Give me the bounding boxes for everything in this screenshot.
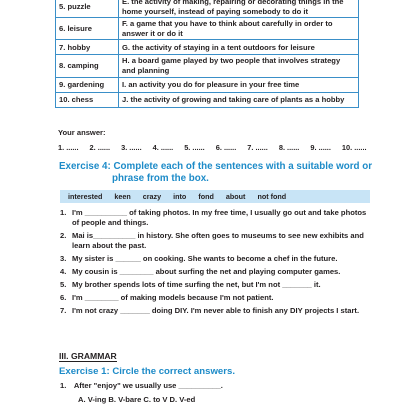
matching-table bbox=[55, 0, 359, 108]
answer-label: Your answer: bbox=[58, 128, 106, 137]
table-row bbox=[56, 0, 359, 18]
question-item bbox=[60, 381, 223, 390]
definition-cell: E. the activity of making, repairing or decorating things in the home yourself, instead of paying somebody to do it bbox=[119, 0, 359, 18]
sentence-item bbox=[60, 280, 374, 290]
answer-slot[interactable]: 1. ...... bbox=[58, 143, 79, 152]
exercise-1-title: Exercise 1: Circle the correct answers. bbox=[59, 366, 235, 377]
answer-slot[interactable]: 5. ...... bbox=[184, 143, 205, 152]
sentence-number: 3. bbox=[60, 253, 67, 263]
word-box-item: about bbox=[225, 192, 246, 201]
question-number: 1. bbox=[60, 381, 67, 390]
table-row bbox=[56, 77, 359, 92]
table-row bbox=[56, 55, 359, 77]
question-text: After "enjoy" we usually use __________. bbox=[73, 381, 223, 390]
sentence-text: I'm not crazy _______ doing DIY. I'm never able to finish any DIY projects I start. bbox=[72, 305, 360, 315]
term-cell: 9. gardening bbox=[56, 77, 119, 92]
table-row bbox=[56, 92, 359, 107]
answer-slots bbox=[58, 143, 367, 152]
sentence-text: Mai is__________ in history. She often goes to museums to see new exhibits and learn about the past. bbox=[72, 230, 364, 250]
sentence-item bbox=[60, 231, 374, 251]
answer-slot[interactable]: 9. ...... bbox=[310, 143, 331, 152]
exercise-4-title-line1: Exercise 4: Complete each of the sentences with a suitable word or bbox=[59, 161, 373, 172]
exercise-4-title bbox=[59, 161, 379, 185]
table-row bbox=[56, 18, 359, 40]
sentence-item bbox=[60, 293, 374, 303]
sentence-number: 4. bbox=[60, 266, 67, 276]
definition-cell: F. a game that you have to think about carefully in order to answer it or do it bbox=[119, 18, 359, 40]
term-cell: 10. chess bbox=[56, 92, 119, 107]
sentence-number: 7. bbox=[60, 305, 67, 315]
table-row bbox=[56, 40, 359, 55]
definition-cell: G. the activity of staying in a tent outdoors for leisure bbox=[119, 40, 359, 55]
sentence-text: My brother spends lots of time surfing the net, but I'm not _______ it. bbox=[72, 279, 321, 289]
answer-slot[interactable]: 10. ...... bbox=[341, 143, 367, 152]
word-box-item: interested bbox=[68, 192, 103, 201]
question-options[interactable]: A. V-ing B. V-bare C. to V D. V-ed bbox=[78, 395, 196, 404]
term-cell: 7. hobby bbox=[56, 40, 119, 55]
term-cell: 5. puzzle bbox=[56, 0, 119, 18]
answer-slot[interactable]: 3. ...... bbox=[121, 143, 142, 152]
sentence-item bbox=[60, 254, 374, 264]
sentence-number: 2. bbox=[60, 230, 67, 240]
answer-slot[interactable]: 6. ...... bbox=[215, 143, 237, 152]
exercise-4-sentences bbox=[60, 208, 374, 318]
sentence-number: 1. bbox=[60, 208, 67, 217]
sentence-item bbox=[60, 208, 374, 228]
term-cell: 8. camping bbox=[56, 55, 119, 77]
answer-slot[interactable]: 2. ...... bbox=[89, 143, 111, 152]
sentence-text: My cousin is ________ about surfing the net and playing computer games. bbox=[72, 266, 341, 276]
word-box-item: not fond bbox=[257, 192, 287, 201]
definition-cell: J. the activity of growing and taking care of plants as a hobby bbox=[119, 92, 359, 107]
word-box bbox=[60, 190, 370, 203]
grammar-section-heading: III. GRAMMAR bbox=[59, 351, 117, 361]
definition-cell: H. a board game played by two people that involves strategy and planning bbox=[119, 55, 359, 77]
sentence-item bbox=[60, 267, 374, 277]
definition-cell: I. an activity you do for pleasure in your free time bbox=[119, 77, 359, 92]
answer-slot[interactable]: 4. ...... bbox=[152, 143, 174, 152]
word-box-item: into bbox=[173, 192, 187, 201]
sentence-text: I'm ________ of making models because I'm not patient. bbox=[72, 292, 274, 302]
term-cell: 6. leisure bbox=[56, 18, 119, 40]
answer-slot[interactable]: 7. ...... bbox=[247, 143, 268, 152]
word-box-item: fond bbox=[198, 192, 214, 201]
word-box-item: keen bbox=[114, 192, 131, 201]
sentence-number: 6. bbox=[60, 292, 67, 302]
sentence-item bbox=[60, 306, 374, 316]
sentence-number: 5. bbox=[60, 279, 67, 289]
sentence-text: I'm __________ of taking photos. In my free time, I usually go out and take photos of people and things. bbox=[72, 208, 367, 227]
word-box-item: crazy bbox=[142, 192, 162, 201]
answer-slot[interactable]: 8. ...... bbox=[278, 143, 300, 152]
sentence-text: My sister is ______ on cooking. She wants to become a chef in the future. bbox=[72, 253, 338, 263]
exercise-4-title-line2: phrase from the box. bbox=[112, 173, 209, 184]
